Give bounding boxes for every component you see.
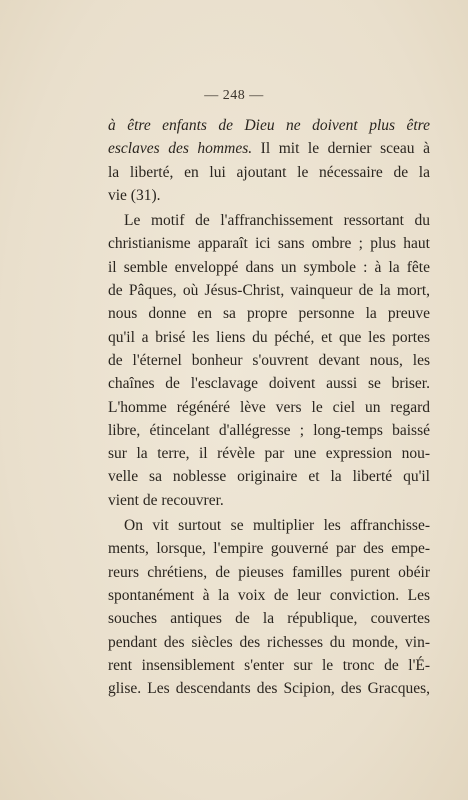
text-line: rent insensiblement s'enter sur le tronc de l'É- [108,656,430,674]
text-line: qu'il a brisé les liens du péché, et que les portes [108,328,430,346]
text-line: glise. Les descendants des Scipion, des Gracques, [108,680,430,698]
text-line: velle sa noblesse originaire et la liberté qu'il [108,468,430,486]
text-line: On vit surtout se multiplier les affranchisse- [124,517,430,535]
text-line: christianisme apparaît ici sans ombre ; plus haut [108,235,430,253]
text-line: vie (31). [108,186,161,204]
text-line: chaînes de l'esclavage doivent aussi se briser. [108,375,430,393]
roman-phrase: Il mit le dernier sceau à [252,140,430,158]
text-line [108,137,430,160]
text-line: nous donne en sa propre personne la preuve [108,305,430,323]
text-line: vient de recouvrer. [108,491,224,509]
text-line: L'homme régénéré lève vers le ciel un regard [108,398,430,416]
text-line: de Pâques, où Jésus-Christ, vainqueur de la mort, [108,282,430,300]
text-line: spontanément à la voix de leur conviction. Les [108,586,430,604]
body-text [108,114,430,700]
text-line: souches antiques de la république, couvertes [108,610,430,628]
italic-phrase: esclaves des hommes. [108,140,253,158]
text-line: reurs chrétiens, de pieuses familles purent obéir [108,563,430,581]
text-line: de l'éternel bonheur s'ouvrent devant nous, les [108,351,430,369]
text-line: libre, étincelant d'allégresse ; long-temps baissé [108,421,430,439]
text-line: sur la terre, il révèle par une expression nou- [108,445,430,463]
page-number: — 248 — [204,88,264,103]
text-line: à être enfants de Dieu ne doivent plus être [108,117,430,134]
text-line: il semble enveloppé dans un symbole : à la fête [108,258,430,276]
text-line: Le motif de l'affranchissement ressortant du [124,212,430,230]
text-line: la liberté, en lui ajoutant le nécessaire de la [108,163,430,181]
text-line: ments, lorsque, l'empire gouverné par des empe- [108,540,430,558]
text-line: pendant des siècles des richesses du monde, vin- [108,633,430,651]
